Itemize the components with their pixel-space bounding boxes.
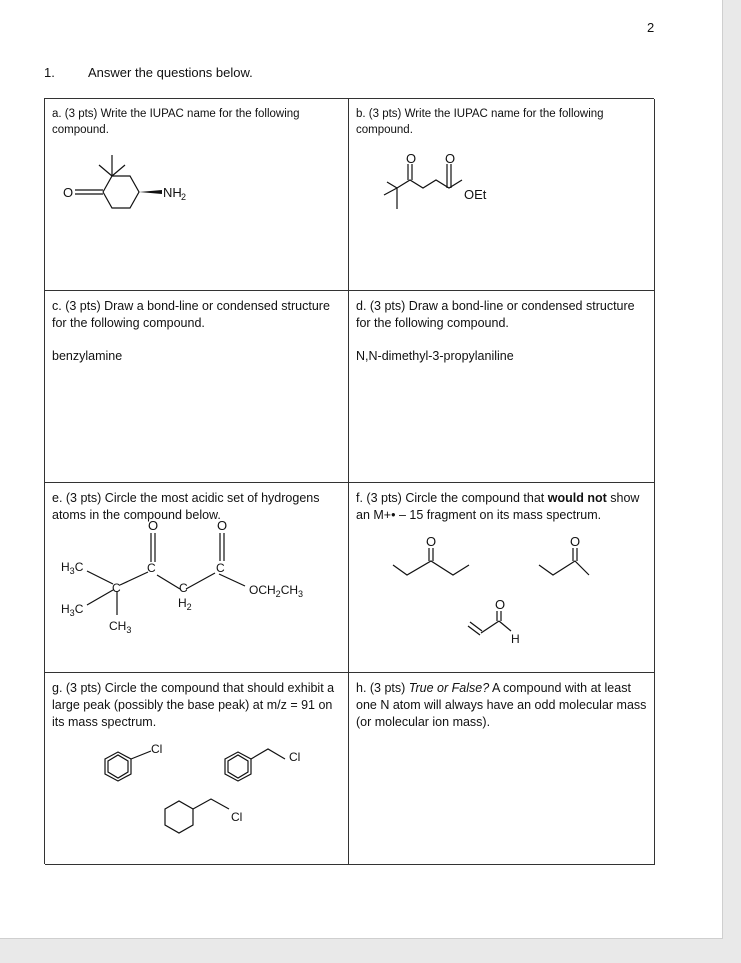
structure-b — [349, 99, 649, 229]
svg-text:O: O — [570, 534, 581, 549]
label-b-oet: OEt — [464, 187, 487, 202]
structure-g — [45, 673, 345, 824]
cell-d — [349, 291, 655, 483]
question-instruction: Answer the questions below. — [88, 65, 253, 80]
cyclohexanone-ring — [75, 155, 162, 208]
cell-h — [349, 673, 655, 865]
cell-e — [45, 483, 349, 673]
question-grid — [44, 98, 654, 864]
label-e-h3c-top: $H_3C$ — [61, 560, 84, 576]
label-e-o2: O — [217, 518, 228, 533]
cell-b — [349, 99, 655, 291]
label-e-c-carbonyl2: C — [216, 561, 225, 575]
prompt-e: e. (3 pts) Circle the most acidic set of hydrogens atoms in the compound below. — [52, 491, 320, 522]
cell-a — [45, 99, 349, 291]
prompt-a: a. (3 pts) Write the IUPAC name for the following compound. — [52, 108, 300, 136]
chlorobenzene-derivative — [105, 742, 162, 781]
label-e-h3c-bottom: $H_3C$ — [61, 602, 84, 618]
svg-text:O: O — [495, 597, 506, 612]
label-e-h2: $H_2$ — [178, 596, 192, 612]
label-a-nh: NH — [163, 185, 182, 200]
benzyl-chloride — [225, 749, 300, 781]
svg-text:Cl: Cl — [289, 750, 301, 764]
prompt-c: c. (3 pts) Draw a bond-line or condensed structure for the following compound. — [52, 299, 330, 330]
page-number: 2 — [647, 20, 655, 35]
wedge-bond — [139, 190, 162, 194]
svg-text:Cl: Cl — [151, 742, 163, 756]
label-e-o1: O — [148, 518, 159, 533]
butan-2-one — [539, 534, 589, 575]
label-b-o1: O — [406, 151, 417, 166]
label-b-o2: O — [445, 151, 456, 166]
propanal-enal — [468, 597, 520, 646]
label-a-nh-sub: 2 — [181, 192, 187, 202]
svg-text:H: H — [511, 632, 520, 646]
svg-text:O: O — [426, 534, 437, 549]
label-e-och2ch3: $OCH_2CH_3$ — [249, 583, 304, 599]
cell-c — [45, 291, 349, 483]
svg-text:Cl: Cl — [231, 810, 243, 824]
cyclohexylmethyl-chloride — [165, 799, 242, 833]
label-e-c-central: C — [112, 581, 121, 595]
pentan-3-one — [393, 534, 469, 575]
label-e-c-carbonyl1: C — [147, 561, 156, 575]
prompt-h: h. (3 pts) True or False? A compound with at least one N atom will always have an odd molecular mass (or molecular ion mass). — [356, 681, 647, 729]
label-e-ch3: $CH_3$ — [109, 619, 132, 635]
structure-f — [349, 483, 649, 646]
label-a-o: O — [63, 185, 74, 200]
cell-g — [45, 673, 349, 865]
prompt-f: f. (3 pts) Circle the compound that would not show an M+• – 15 fragment on its mass spectrum. — [356, 491, 640, 522]
cell-f — [349, 483, 655, 673]
prompt-d: d. (3 pts) Draw a bond-line or condensed structure for the following compound. — [356, 299, 635, 330]
question-number: 1. — [44, 65, 55, 80]
structure-a — [45, 99, 345, 229]
prompt-b: b. (3 pts) Write the IUPAC name for the following compound. — [356, 108, 604, 136]
prompt-g: g. (3 pts) Circle the compound that should exhibit a large peak (possibly the base peak) at m/z = 91 on its mass spectrum. — [52, 681, 335, 729]
compound-name-c: benzylamine — [52, 349, 123, 363]
compound-name-d: N,N-dimethyl-3-propylaniline — [356, 349, 514, 363]
structure-e — [45, 483, 345, 633]
label-e-c-ch2: C — [179, 581, 188, 595]
